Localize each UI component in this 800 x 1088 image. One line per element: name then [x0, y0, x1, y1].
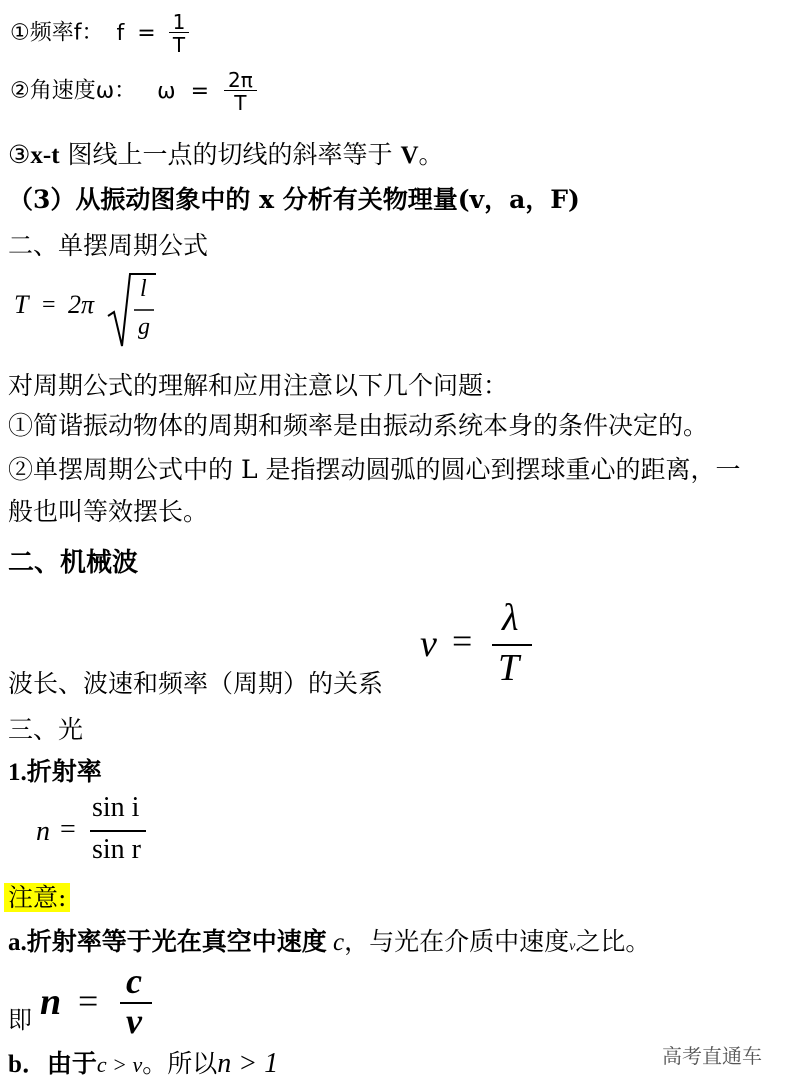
watermark — [662, 1040, 762, 1069]
slope-line-end: 。 — [418, 140, 444, 169]
angular-velocity-label: ②角速度ω： — [10, 78, 137, 104]
frequency-line — [10, 12, 189, 55]
note-a-v: v — [569, 939, 576, 954]
wave-denominator: T — [498, 647, 520, 689]
refraction-formula — [36, 790, 166, 870]
refraction-heading-text: 1.折射率 — [8, 759, 102, 786]
slope-line-marker: ③ — [8, 140, 31, 169]
pendulum-lhs: T — [14, 290, 29, 319]
slope-line — [8, 135, 444, 171]
note-ji-numerator: c — [126, 961, 142, 1001]
frequency-denominator: T — [169, 32, 190, 55]
note-a-text-2: ，与光在介质中速度 — [344, 927, 570, 956]
section-pendulum-heading — [8, 226, 208, 262]
wave-eq: = — [452, 621, 473, 661]
notice-1 — [8, 406, 708, 442]
pendulum-formula — [14, 270, 154, 350]
note-label-text: 注意: — [4, 883, 70, 912]
notice-1-text: ①简谐振动物体的周期和频率是由振动系统本身的条件决定的。 — [8, 411, 709, 440]
note-ji-denominator: v — [126, 1001, 142, 1041]
note-a-text-3: 之比。 — [575, 927, 651, 956]
angular-velocity-line — [10, 70, 257, 113]
refraction-heading — [8, 752, 102, 788]
note-ji-eq: = — [78, 981, 99, 1021]
notice-2a-text: ②单摆周期公式中的 L 是指摆动圆弧的圆心到摆球重心的距离，一 — [8, 455, 741, 484]
note-a-text-1: a.折射率等于光在真空中速度 — [8, 929, 334, 956]
angular-velocity-denominator: T — [224, 90, 257, 113]
angular-velocity-lhs: ω — [157, 78, 176, 104]
watermark-text: 高考直通车 — [662, 1044, 762, 1068]
wave-relation — [8, 664, 383, 700]
wave-relation-text: 波长、波速和频率（周期）的关系 — [8, 669, 384, 698]
note-ji-prefix: 即 — [8, 1006, 32, 1034]
note-a-c: c — [333, 929, 345, 956]
pendulum-numerator: l — [140, 276, 147, 302]
frequency-lhs: f — [116, 20, 125, 46]
pendulum-coef: 2π — [68, 290, 95, 319]
note-label — [4, 878, 70, 914]
section-light-text: 三、光 — [8, 715, 84, 744]
slope-line-v: V — [400, 142, 419, 169]
refraction-lhs: n — [36, 816, 50, 847]
wave-numerator: λ — [502, 597, 519, 639]
notice-2b-text: 般也叫等效摆长。 — [8, 497, 209, 526]
angular-velocity-fraction — [224, 70, 257, 113]
note-b-result: n > 1 — [217, 1048, 279, 1079]
note-b-condition: c > v — [96, 1052, 143, 1077]
note-ji-lhs: n — [40, 981, 62, 1023]
note-b — [8, 1044, 278, 1080]
slope-line-text: 图线上一点的切线的斜率等于 — [59, 140, 401, 169]
angular-velocity-eq: = — [190, 78, 210, 104]
frequency-fraction — [169, 12, 190, 55]
refraction-fraction-bar — [90, 830, 146, 832]
pendulum-denominator: g — [138, 314, 150, 340]
frequency-numerator: 1 — [172, 10, 186, 34]
note-b-text-1: b．由于 — [8, 1051, 97, 1078]
note-ji-line — [8, 961, 208, 1041]
sqrt-symbol — [106, 270, 158, 350]
analysis-line — [8, 180, 580, 216]
frequency-label: ①频率f： — [10, 20, 104, 46]
note-a — [8, 922, 650, 958]
refraction-eq: = — [60, 814, 76, 845]
notice-intro — [8, 366, 508, 402]
notice-intro-text: 对周期公式的理解和应用注意以下几个问题： — [8, 371, 509, 400]
section-wave-text: 二、机械波 — [8, 548, 139, 578]
wave-formula — [420, 597, 540, 690]
refraction-denominator: sin r — [92, 834, 141, 865]
slope-line-xt: x-t — [30, 142, 60, 169]
section-light-heading — [8, 710, 83, 746]
section-pendulum-text: 二、单摆周期公式 — [8, 231, 209, 260]
angular-velocity-numerator: 2π — [228, 68, 253, 92]
frequency-eq: = — [137, 20, 156, 46]
notice-2 — [8, 450, 741, 486]
refraction-numerator: sin i — [92, 792, 140, 823]
wave-lhs: v — [420, 623, 437, 665]
section-wave-heading — [8, 542, 138, 579]
pendulum-eq: = — [42, 292, 56, 318]
notice-2-continued — [8, 492, 208, 528]
note-b-text-2: 。所以 — [142, 1049, 218, 1078]
analysis-text: （3）从振动图象中的 x 分析有关物理量(v，a，F) — [8, 185, 580, 214]
